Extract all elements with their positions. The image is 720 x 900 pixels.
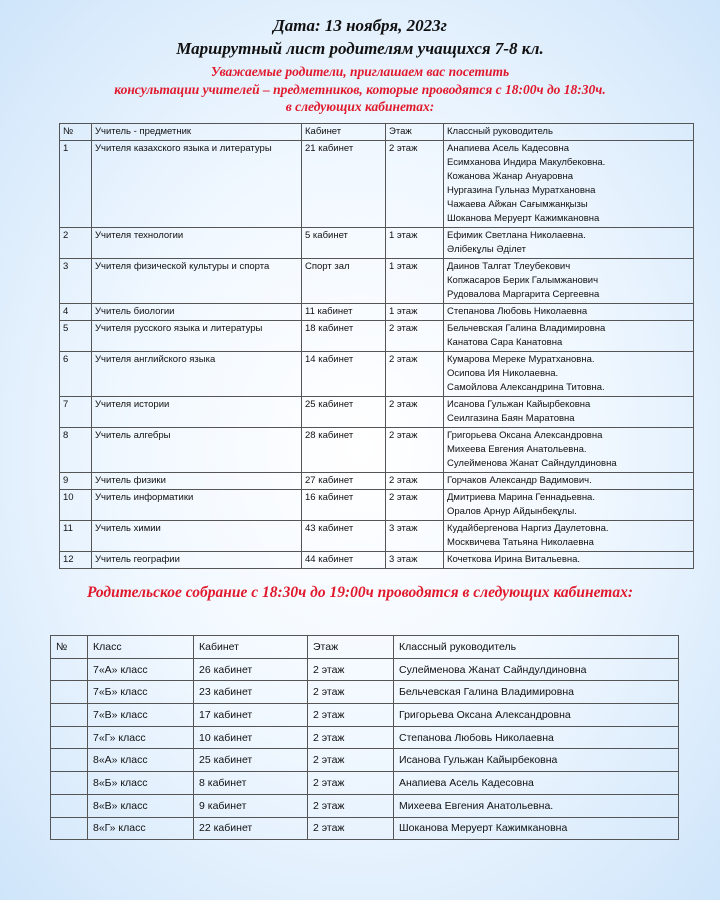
teacher-name: Бельчевская Галина Владимировна [447,323,606,334]
row-number: 8 [60,428,92,473]
table-row [51,726,679,749]
row-number: 11 [60,521,92,552]
row-number [51,681,88,704]
teacher-name: Әлібекұлы Әділет [447,244,527,255]
row-teacher: Бельчевская Галина Владимировна [394,681,679,704]
table-row [51,704,679,727]
header-teacher: Классный руководитель [394,636,679,659]
row-class: 7«Г» класс [88,726,194,749]
row-number [51,749,88,772]
row-floor: 2 этаж [308,726,394,749]
teacher-name: Шоканова Меруерт Кажимкановна [447,213,600,224]
teacher-name: Анапиева Асель Кадесовна [447,143,570,154]
header-floor: Этаж [386,124,444,141]
row-number [51,772,88,795]
table-row [60,397,694,428]
row-room: 25 кабинет [302,397,386,428]
row-floor: 2 этаж [386,397,444,428]
header-room: Кабинет [194,636,308,659]
meeting-table [50,635,679,840]
teacher-name: Даинов Талгат Тлеубекович [447,261,571,272]
document-date: Дата: 13 ноября, 2023г [273,16,447,35]
teacher-name: Нургазина Гульназ Муратхановна [447,185,596,196]
row-room: 9 кабинет [194,794,308,817]
table-row [60,552,694,569]
table-row [60,490,694,521]
row-class: 8«Г» класс [88,817,194,840]
row-room: 8 кабинет [194,772,308,795]
row-teachers [444,473,694,490]
teacher-name: Канатова Сара Канатовна [447,337,563,348]
row-teachers [444,521,694,552]
row-floor: 2 этаж [308,794,394,817]
row-subject: Учителя русского языка и литературы [92,321,302,352]
row-number: 1 [60,141,92,228]
row-floor: 2 этаж [308,749,394,772]
row-floor: 1 этаж [386,304,444,321]
row-teacher: Григорьева Оксана Александровна [394,704,679,727]
row-teachers [444,490,694,521]
row-room: 10 кабинет [194,726,308,749]
teacher-name: Рудовалова Маргарита Сергеевна [447,289,600,300]
teacher-name: Михеева Евгения Анатольевна. [447,444,587,455]
teacher-name: Горчаков Александр Вадимович. [447,475,592,486]
row-subject: Учителя физической культуры и спорта [92,259,302,304]
row-teacher: Степанова Любовь Николаевна [394,726,679,749]
row-subject: Учитель биологии [92,304,302,321]
row-number [51,658,88,681]
row-floor: 2 этаж [308,817,394,840]
meeting-section-title: Родительское собрание с 18:30ч до 19:00ч проводятся в следующих кабинетах: [86,584,634,601]
row-floor: 2 этаж [386,473,444,490]
table-row [60,321,694,352]
header-subject: Учитель - предметник [92,124,302,141]
row-teachers [444,428,694,473]
row-number: 4 [60,304,92,321]
row-class: 7«Б» класс [88,681,194,704]
row-number [51,726,88,749]
table-row [60,473,694,490]
row-teachers [444,259,694,304]
row-floor: 2 этаж [386,428,444,473]
row-floor: 2 этаж [308,772,394,795]
row-room: 43 кабинет [302,521,386,552]
table-row [60,259,694,304]
row-class: 8«А» класс [88,749,194,772]
row-number: 2 [60,228,92,259]
row-class: 8«Б» класс [88,772,194,795]
row-floor: 2 этаж [386,352,444,397]
document-title: Маршрутный лист родителям учащихся 7-8 кл. [176,39,544,58]
row-subject: Учитель алгебры [92,428,302,473]
teacher-name: Григорьева Оксана Александровна [447,430,603,441]
row-room: 27 кабинет [302,473,386,490]
header-teachers: Классный руководитель [444,124,694,141]
row-teacher: Анапиева Асель Кадесовна [394,772,679,795]
row-floor: 2 этаж [386,141,444,228]
row-subject: Учителя английского языка [92,352,302,397]
row-room: 44 кабинет [302,552,386,569]
row-teachers [444,352,694,397]
row-room: Спорт зал [302,259,386,304]
row-subject: Учитель физики [92,473,302,490]
header-floor: Этаж [308,636,394,659]
header-room: Кабинет [302,124,386,141]
teacher-name: Москвичева Татьяна Николаевна [447,537,594,548]
row-room: 25 кабинет [194,749,308,772]
teacher-name: Дмитриева Марина Геннадьевна. [447,492,595,503]
table-row [60,521,694,552]
row-number: 7 [60,397,92,428]
row-class: 8«В» класс [88,794,194,817]
row-floor: 3 этаж [386,552,444,569]
row-teacher: Сулейменова Жанат Сайндулдиновна [394,658,679,681]
row-floor: 1 этаж [386,259,444,304]
row-subject: Учитель информатики [92,490,302,521]
row-teacher: Шоканова Меруерт Кажимкановна [394,817,679,840]
table-row [60,352,694,397]
consultation-table [59,123,694,569]
row-number [51,704,88,727]
teacher-name: Кудайбергенова Наргиз Даулетовна. [447,523,609,534]
row-number [51,794,88,817]
row-floor: 2 этаж [308,658,394,681]
table-row [51,817,679,840]
row-teachers [444,397,694,428]
row-floor: 1 этаж [386,228,444,259]
row-number: 10 [60,490,92,521]
teacher-name: Оралов Арнур Айдынбекұлы. [447,506,577,517]
table-row [60,228,694,259]
row-number: 6 [60,352,92,397]
table-header-row [51,636,679,659]
row-number: 9 [60,473,92,490]
teacher-name: Исанова Гульжан Кайырбековна [447,399,591,410]
row-number: 5 [60,321,92,352]
row-class: 7«А» класс [88,658,194,681]
teacher-name: Есимханова Индира Макулбековна. [447,157,606,168]
teacher-name: Самойлова Александрина Титовна. [447,382,605,393]
row-room: 16 кабинет [302,490,386,521]
teacher-name: Ефимик Светлана Николаевна. [447,230,586,241]
row-room: 14 кабинет [302,352,386,397]
row-room: 28 кабинет [302,428,386,473]
row-room: 11 кабинет [302,304,386,321]
row-room: 5 кабинет [302,228,386,259]
row-floor: 2 этаж [308,704,394,727]
table-row [60,141,694,228]
table-header-row [60,124,694,141]
row-teachers [444,228,694,259]
row-teacher: Исанова Гульжан Кайырбековна [394,749,679,772]
row-floor: 2 этаж [386,321,444,352]
row-teachers [444,141,694,228]
row-number: 12 [60,552,92,569]
teacher-name: Степанова Любовь Николаевна [447,306,588,317]
row-room: 18 кабинет [302,321,386,352]
teacher-name: Чажаева Айжан Сағымжанқызы [447,199,588,210]
row-floor: 3 этаж [386,521,444,552]
intro-line-3: в следующих кабинетах: [285,99,435,114]
row-subject: Учитель географии [92,552,302,569]
teacher-name: Копжасаров Берик Галымжанович [447,275,599,286]
row-room: 17 кабинет [194,704,308,727]
row-teacher: Михеева Евгения Анатольевна. [394,794,679,817]
header-number: № [60,124,92,141]
row-subject: Учителя истории [92,397,302,428]
row-floor: 2 этаж [308,681,394,704]
table-row [51,772,679,795]
table-row [51,658,679,681]
row-room: 23 кабинет [194,681,308,704]
row-subject: Учитель химии [92,521,302,552]
row-room: 21 кабинет [302,141,386,228]
row-teachers [444,321,694,352]
teacher-name: Кумарова Мереке Муратхановна. [447,354,595,365]
header-number: № [51,636,88,659]
row-number: 3 [60,259,92,304]
teacher-name: Осипова Ия Николаевна. [447,368,559,379]
intro-line-1: Уважаемые родители, приглашаем вас посетить [210,64,510,79]
row-subject: Учителя технологии [92,228,302,259]
row-floor: 2 этаж [386,490,444,521]
table-row [51,749,679,772]
table-row [60,428,694,473]
table-row [51,681,679,704]
row-number [51,817,88,840]
row-subject: Учителя казахского языка и литературы [92,141,302,228]
teacher-name: Кочеткова Ирина Витальевна. [447,554,581,565]
header-class: Класс [88,636,194,659]
row-room: 26 кабинет [194,658,308,681]
teacher-name: Сеилгазина Баян Маратовна [447,413,575,424]
intro-line-2: консультации учителей – предметников, которые проводятся с 18:00ч до 18:30ч. [114,82,606,97]
row-teachers [444,304,694,321]
row-room: 22 кабинет [194,817,308,840]
row-teachers [444,552,694,569]
teacher-name: Сулейменова Жанат Сайндулдиновна [447,458,617,469]
table-row [51,794,679,817]
table-row [60,304,694,321]
row-class: 7«В» класс [88,704,194,727]
teacher-name: Кожанова Жанар Ануаровна [447,171,574,182]
